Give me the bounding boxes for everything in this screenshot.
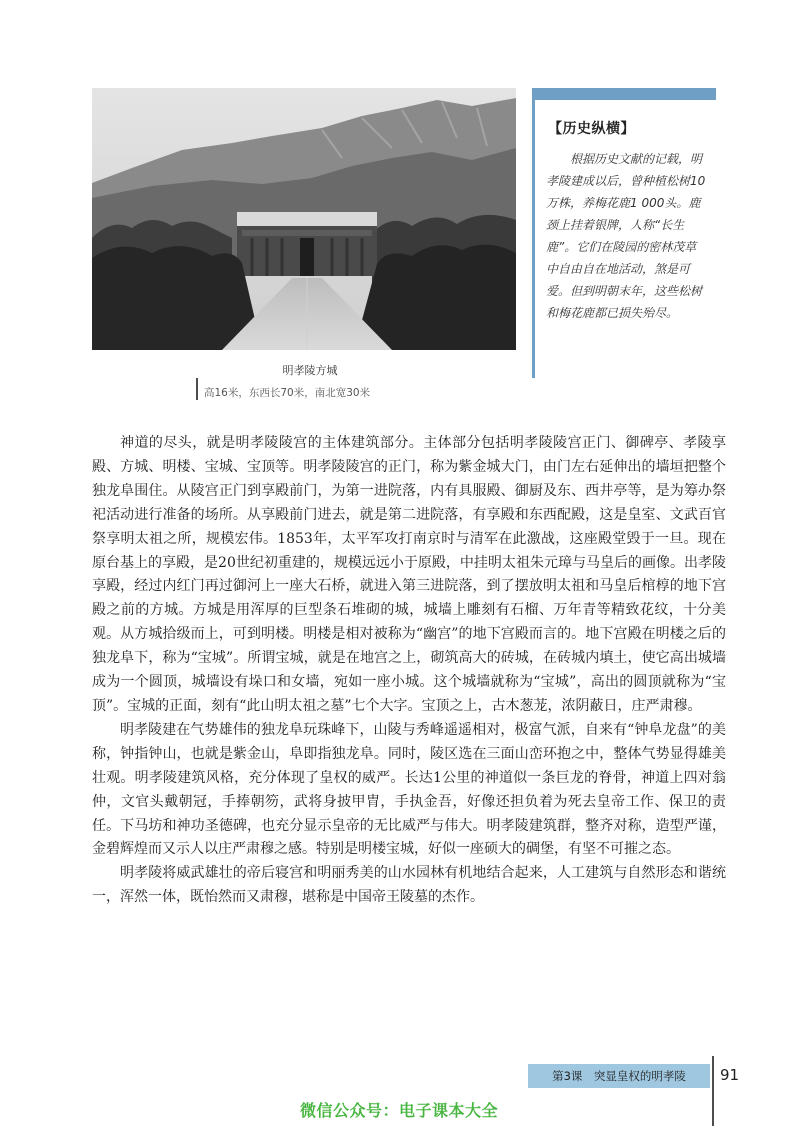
body-paragraph: 神道的尽头，就是明孝陵陵宫的主体建筑部分。主体部分包括明孝陵陵宫正门、御碑亭、孝陵享殿、方城、明楼、宝城、宝顶等。明孝陵陵宫的正门，称为紫金城大门，由门左右延伸出的墙垣把整个独龙阜围住。从陵宫正门到享殿前门，为第一进院落，内有具服殿、御厨及东、西井亭等，是为筹办祭祀活动进行准备的场所。从享殿前门进去，就是第二进院落，有享殿和东西配殿，这是皇室、文武百官祭享明太祖之所，规模宏伟。1853年，太平军攻打南京时与清军在此激战，这座殿堂毁于一旦。现在原台基上的享殿，是20世纪初重建的，规模远远小于原殿，中挂明太祖朱元璋与马皇后的画像。出孝陵享殿，经过内红门再过御河上一座大石桥，就进入第三进院落，到了摆放明太祖和马皇后棺椁的地下宫殿之前的方城。方城是用浑厚的巨型条石堆砌的城，城墙上雕刻有石榴、万年青等精致花纹，十分美观。从方城拾级而上，可到明楼。明楼是相对被称为“幽宫”的地下宫殿而言的。地下宫殿在明楼之后的独龙阜下，称为“宝城”。所谓宝城，就是在地宫之上，砌筑高大的砖城，在砖城内填土，使它高出城墙成为一个圆顶，城墙设有垛口和女墙，宛如一座小城。这个城墙就称为“宝城”，高出的圆顶就称为“宝顶”。宝城的正面，刻有“此山明太祖之墓”七个大字。宝顶之上，古木葱茏，浓阴蔽日，庄严肃穆。 bbox=[92, 435, 726, 714]
sidebar-accent-edge bbox=[532, 100, 535, 378]
lesson-label: 第3课 突显皇权的明孝陵 bbox=[528, 1064, 710, 1088]
mausoleum-photo-image bbox=[92, 88, 516, 350]
body-paragraph: 明孝陵建在气势雄伟的独龙阜玩珠峰下，山陵与秀峰遥遥相对，极富气派，自来有“钟阜龙盘”的美称，钟指钟山，也就是紫金山，阜即指独龙阜。同时，陵区选在三面山峦环抱之中，整体气势显得雄美壮观。明孝陵建筑风格，充分体现了皇权的威严。长达1公里的神道似一条巨龙的脊骨，神道上四对翁仲，文官头戴朝冠，手捧朝笏，武将身披甲胄，手执金吾，好像还担负着为死去皇帝工作、保卫的责任。下马坊和神功圣德碑，也充分显示皇帝的无比威严与伟大。明孝陵建筑群，整齐对称，造型严谨，金碧辉煌而又示人以庄严肃穆之感。特别是明楼宝城，好似一座硕大的碉堡，有坚不可摧之态。 bbox=[92, 721, 726, 858]
footer-divider bbox=[712, 1056, 714, 1126]
watermark: 微信公众号：电子课本大全 bbox=[300, 1101, 499, 1120]
history-sidebar bbox=[532, 88, 716, 378]
body-text bbox=[92, 432, 726, 910]
photo-caption-title: 明孝陵方城 bbox=[282, 364, 338, 377]
mausoleum-photo bbox=[92, 88, 516, 350]
sidebar-text: 根据历史文献的记载，明孝陵建成以后，曾种植松树10万株，养梅花鹿1 000头。鹿颈上挂着银牌，人称“长生鹿”。它们在陵园的密林茂草中自由自在地活动，煞是可爱。但到明朝末年，这些松树和梅花鹿都已损失殆尽。 bbox=[546, 152, 706, 320]
body-paragraph: 明孝陵将威武雄壮的帝后寝宫和明丽秀美的山水园林有机地结合起来，人工建筑与自然形态和谐统一，浑然一体，既怡然而又肃穆，堪称是中国帝王陵墓的杰作。 bbox=[92, 865, 726, 906]
photo-caption-detail: 高16米，东西长70米，南北宽30米 bbox=[204, 387, 371, 399]
page-number: 91 bbox=[720, 1066, 740, 1084]
sidebar-title: 【历史纵横】 bbox=[548, 121, 635, 137]
sidebar-accent-bar bbox=[532, 88, 716, 100]
caption-divider bbox=[196, 378, 198, 400]
